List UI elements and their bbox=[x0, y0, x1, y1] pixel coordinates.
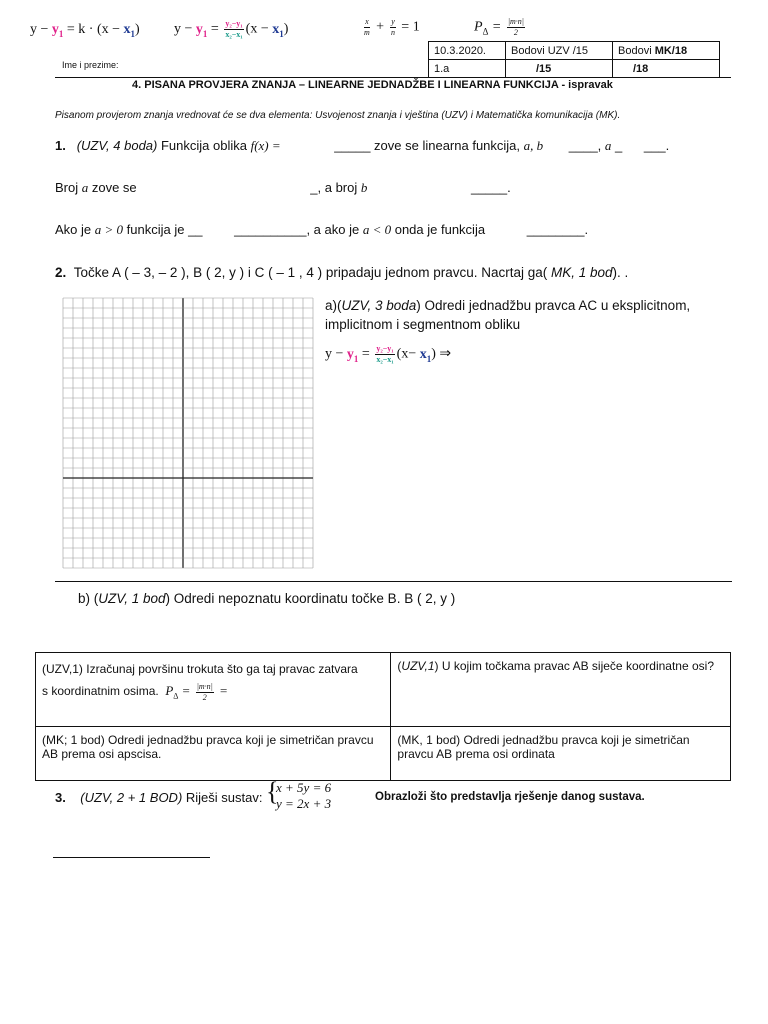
question-2a: a)(UZV, 3 boda) Odredi jednadžbu pravca AC u eksplicitnom, implicitnom i segmentnom obliku bbox=[325, 298, 691, 332]
intro-text: Pisanom provjerom znanja vrednovat će se dva elementa: Usvojenost znanja i vještina (UZV) i Matematička komunikacija (MK). bbox=[55, 110, 621, 121]
coordinate-grid[interactable] bbox=[62, 297, 314, 574]
equation-system: x + 5y = 6 y = 2x + 3 bbox=[276, 780, 332, 811]
formula-var: $x_1$ bbox=[123, 22, 136, 39]
date-cell: 10.3.2020. bbox=[429, 42, 506, 60]
question-2b: b) (UZV, 1 bod) Odredi nepoznatu koordinatu točke B. B ( 2, y ) bbox=[78, 591, 456, 606]
formula-fraction bbox=[224, 20, 243, 39]
answer-blank[interactable]: ____, bbox=[568, 138, 605, 153]
answer-blank[interactable]: _ ___. bbox=[611, 138, 670, 153]
answer-blank[interactable]: ________. bbox=[526, 222, 589, 237]
formula-area: $P_\Delta$ = $\frac{|m\cdot n|}{2}$ bbox=[474, 17, 524, 37]
area-question-cell[interactable]: (UZV,1) Izračunaj površinu trokuta što ga taj pravac zatvara s koordinatnim osima. $P_\Delta$ = $\frac{|m\cdot n|}{2}$ = bbox=[36, 653, 391, 727]
answer-blank[interactable]: _, a broj bbox=[310, 180, 361, 195]
question-2-heading: 2. Točke A ( – 3, – 2 ), B ( 2, y ) i C ( – 1 , 4 ) pripadaju jednom pravcu. Nacrtaj ga( MK, 1 bod). . bbox=[55, 265, 629, 280]
class-cell: 1.a bbox=[429, 60, 506, 78]
grid-svg[interactable] bbox=[62, 297, 314, 569]
question-3-explain: Obrazloži što predstavlja rješenje danog sustava. bbox=[375, 791, 645, 803]
answer-blank[interactable]: _____. bbox=[471, 180, 511, 195]
answer-blank[interactable]: _____ bbox=[334, 138, 371, 153]
symmetric-abscissa-cell[interactable]: (MK; 1 bod) Odredi jednadžbu pravca koji je simetričan pravcu AB prema osi apscisa. bbox=[36, 727, 391, 781]
fraction-numerator: y₂−y₁ bbox=[225, 19, 243, 28]
name-label: Ime i prezime: bbox=[62, 60, 119, 70]
fraction-denominator: x₂−x₁ bbox=[225, 30, 243, 39]
score-header-table bbox=[428, 41, 720, 78]
page-title: 4. PISANA PROVJERA ZNANJA – LINEARNE JEDNADŽBE I LINEARNA FUNKCIJA - ispravak bbox=[132, 79, 613, 91]
formula-var: $y_1$ bbox=[195, 21, 208, 39]
formula-two-point: $y - y_1$ = $\frac{\text{y₂−y₁}}{\text{x₂−x₁}}$ $(x - x_1)$ bbox=[174, 19, 289, 39]
signature-line bbox=[53, 857, 210, 858]
uzv-score-cell[interactable]: /15 bbox=[506, 60, 613, 78]
mk-label-cell: Bodovi MK/18 bbox=[613, 42, 720, 60]
answer-blank[interactable]: __________, a ako je bbox=[234, 222, 363, 237]
question-1-line-1: 1. (UZV, 4 boda) Funkcija oblika f(x) = _____ zove se linearna funkcija, a, b ____, a _ ___. bbox=[55, 138, 670, 153]
formula-var: $y_1$ bbox=[51, 22, 64, 39]
formula-text: y − bbox=[174, 21, 196, 37]
section-divider bbox=[55, 581, 732, 582]
subquestion-table bbox=[35, 652, 731, 781]
header-divider bbox=[55, 77, 731, 78]
question-3: 3. (UZV, 2 + 1 BOD) Riješi sustav: bbox=[55, 790, 263, 805]
formula-text: (x − bbox=[245, 21, 273, 37]
system-brace: { bbox=[266, 777, 279, 806]
question-2a-formula: $y - y_1$ = $\frac{\text{y₂−y₁}}{\text{x₂−x₁}}$ $(x- x_1)$ ⇒ bbox=[325, 344, 452, 364]
mk-score-cell[interactable]: /18 bbox=[613, 60, 720, 78]
formula-text: y − bbox=[30, 22, 52, 37]
formula-point-slope: $y - y_1 = k \cdot (x - x_1)$ bbox=[30, 22, 140, 39]
axis-intersection-cell[interactable]: (UZV,1) U kojim točkama pravac AB siječe koordinatne osi? bbox=[391, 653, 731, 727]
formula-text: = k · (x − bbox=[63, 22, 124, 37]
question-1-line-3: Ako je a > 0 funkcija je __ __________, a ako je a < 0 onda je funkcija ________. bbox=[55, 222, 589, 237]
symmetric-ordinate-cell[interactable]: (MK, 1 bod) Odredi jednadžbu pravca koji je simetričan pravcu AB prema osi ordinata bbox=[391, 727, 731, 781]
uzv-label-cell: Bodovi UZV /15 bbox=[506, 42, 613, 60]
formula-segment: $\frac{x}{m}$ + $\frac{y}{n}$ = 1 bbox=[364, 17, 420, 37]
question-1-line-2: Broj a zove se _, a broj b _____. bbox=[55, 180, 511, 195]
